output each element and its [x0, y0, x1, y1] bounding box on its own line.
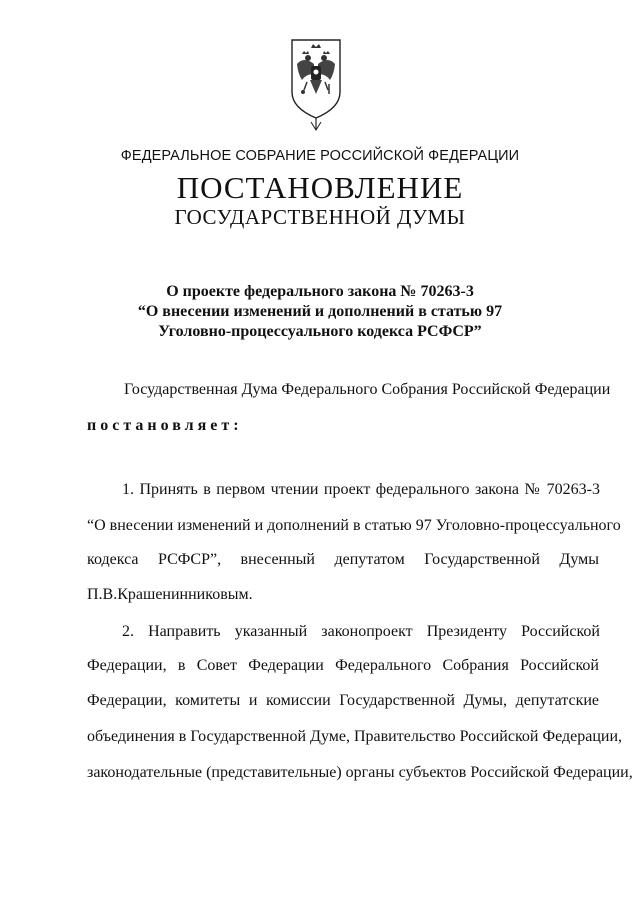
paragraph-1-line: кодекса РСФСР”, внесенный депутатом Государственной Думы [87, 551, 599, 568]
paragraph-2-line: объединения в Государственной Думе, Правительство Российской Федерации, [87, 728, 623, 745]
paragraph-1-line: П.В.Крашенинниковым. [87, 586, 253, 603]
document-subtitle: ГОСУДАРСТВЕННОЙ ДУМЫ [174, 205, 466, 229]
subject-line: О проекте федерального закона № 70263-3 [166, 283, 474, 300]
paragraph-1-line: 1. Принять в первом чтении проект федерального закона № 70263-3 [122, 481, 600, 498]
document-title: ПОСТАНОВЛЕНИЕ [176, 170, 464, 205]
paragraph-2-line: 2. Направить указанный законопроект Президенту Российской [122, 623, 600, 640]
federal-assembly-heading: ФЕДЕРАЛЬНОЕ СОБРАНИЕ РОССИЙСКОЙ ФЕДЕРАЦИИ [120, 148, 520, 164]
paragraph-1-line: “О внесении изменений и дополнений в статью 97 Уголовно-процессуального [87, 517, 621, 534]
resolves-text: постановляет: [87, 417, 243, 434]
subject-line: Уголовно-процессуального кодекса РСФСР” [158, 323, 482, 340]
resolution-subject [0, 282, 640, 342]
preamble-text: Государственная Дума Федерального Собрания Российской Федерации [124, 381, 611, 398]
paragraph-2-line: Федерации, комитеты и комиссии Государственной Думы, депутатские [87, 692, 599, 709]
subject-line: “О внесении изменений и дополнений в статью 97 [137, 303, 503, 320]
coat-of-arms-emblem-icon [280, 34, 352, 132]
paragraph-2-line: Федерации, в Совет Федерации Федерального Собрания Российской [87, 657, 599, 674]
paragraph-2-line: законодательные (представительные) органы субъектов Российской Федерации, [87, 764, 633, 781]
